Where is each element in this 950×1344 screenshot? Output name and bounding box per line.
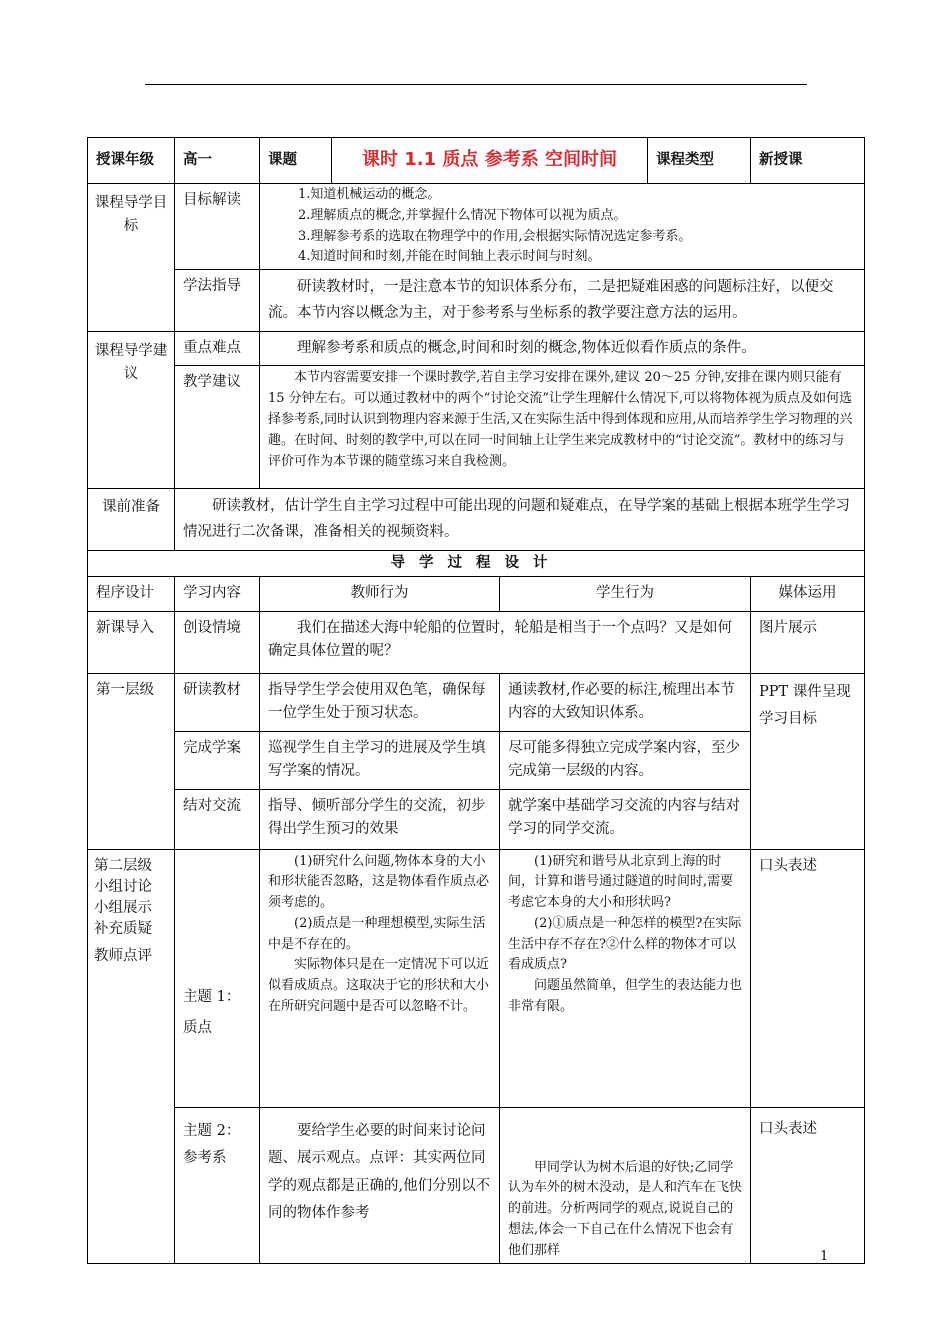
stage-line: 第二层级 — [94, 857, 152, 874]
header-stage: 程序设计 — [88, 577, 175, 611]
type-label: 课程类型 — [648, 138, 751, 184]
teach-text: 本节内容需要安排一个课时教学,若自主学习安排在课外,建议 20〜25 分钟,安排在课内则只能有 15 分钟左右。可以通过教材中的两个“讨论交流”让学生理解什么情况下,可以将物体视为质点及如何选择参考系,同时认识到物理内容来源于生活,又在实际生活中得到体现和应用,从而培养学生学习物理的兴趣。在时间、时刻的教学中,可以在同一时间轴上让学生来完成教材中的“讨论交流”。教材中的练习与评价可作为本节课的随堂练习来自我检测。 — [260, 366, 865, 489]
goal-item: 1.知道机械运动的概念。 — [298, 187, 441, 202]
topic1-teacher-p: (1)研究什么问题,物体本身的大小和形状能否忽略，这是物体看作质点必须考虑的。 — [268, 853, 490, 911]
topic1-teacher-p: (2)质点是一种理想模型,实际生活中是不存在的。 — [268, 915, 486, 952]
level1-teacher: 巡视学生自主学习的进展及学生填写学案的情况。 — [260, 731, 500, 789]
level1-teacher: 指导学生学会使用双色笔，确保每一位学生处于预习状态。 — [260, 673, 500, 731]
level1-media: PPT 课件呈现学习目标 — [751, 673, 865, 849]
topic1-student-p: 问题虽然简单，但学生的表达能力也非常有限。 — [508, 978, 743, 1015]
grade-label: 授课年级 — [88, 138, 175, 184]
goal-item: 2.理解质点的概念,并掌握什么情况下物体可以视为质点。 — [298, 207, 627, 223]
method-text: 研读教材时，一是注意本节的知识体系分布，二是把疑难困惑的问题标注好，以便交流。本节内容以概念为主，对于参考系与坐标系的教学要注意方法的运用。 — [260, 270, 865, 332]
lesson-plan-table — [87, 137, 865, 1264]
header-rule — [145, 84, 807, 85]
intro-text: 我们在描述大海中轮船的位置时，轮船是相当于一个点吗？又是如何确定具体位置的呢？ — [260, 611, 751, 673]
method-label: 学法指导 — [175, 270, 260, 332]
header-row — [88, 138, 865, 184]
topic1-teacher-p: 实际物体只是在一定情况下可以近似看成质点。这取决于它的形状和大小在所研究问题中是否可以忽略不计。 — [268, 957, 490, 1015]
key-label: 重点难点 — [175, 332, 260, 366]
topic-label: 课题 — [260, 138, 332, 184]
page-number: 1 — [820, 1249, 829, 1264]
goal-item: 4.知道时间和时刻,并能在时间轴上表示时间与时刻。 — [298, 249, 601, 265]
topic2-student: 甲同学认为树木后退的好快;乙同学认为车外的树木没动，是人和汽车在飞快的前进。分析两同学的观点,说说自己的想法,体会一下自己在什么情况下也会有他们那样 — [500, 1107, 751, 1264]
header-media: 媒体运用 — [751, 577, 865, 611]
topic2-media: 口头表述 — [751, 1107, 865, 1264]
goal-list — [260, 184, 865, 270]
stage-line: 小组展示 — [94, 899, 152, 916]
topic1-media: 口头表述 — [751, 849, 865, 1107]
table-row — [88, 673, 865, 731]
topic2-line: 参考系 — [183, 1150, 227, 1167]
type-value: 新授课 — [751, 138, 865, 184]
intro-stage: 新课导入 — [88, 611, 175, 673]
process-header-row — [88, 577, 865, 611]
level1-student: 就学案中基础学习交流的内容与结对学习的同学交流。 — [500, 789, 751, 849]
level1-student: 通读教材,作必要的标注,梳理出本节内容的大致知识体系。 — [500, 673, 751, 731]
teach-label: 教学建议 — [175, 366, 260, 489]
topic-title: 课时 1.1 质点 参考系 空间时间 — [332, 138, 648, 184]
stage-eval: 教师点评 — [94, 947, 152, 964]
guide-goal-label: 课程导学目标 — [88, 184, 175, 332]
guide-suggest-label: 课程导学建议 — [88, 332, 175, 489]
grade-value: 高一 — [175, 138, 260, 184]
header-content: 学习内容 — [175, 577, 260, 611]
level1-student: 尽可能多得独立完成学案内容，至少完成第一层级的内容。 — [500, 731, 751, 789]
topic1-line: 质点 — [183, 1020, 212, 1036]
goal-item: 3.理解参考系的选取在物理学中的作用,会根据实际情况选定参考系。 — [298, 228, 692, 244]
topic2-line: 主题 2： — [183, 1122, 241, 1139]
level2-stage — [88, 849, 175, 1264]
topic2-teacher: 要给学生必要的时间来讨论问题、展示观点。点评：其实两位同学的观点都是正确的,他们分别以不同的物体作参考 — [260, 1107, 500, 1264]
header-teacher: 教师行为 — [260, 577, 500, 611]
table-row — [88, 731, 865, 789]
topic1-student — [500, 849, 751, 1107]
table-row — [88, 789, 865, 849]
process-title: 导学过程设计 — [88, 551, 865, 577]
level1-teacher: 指导、倾听部分学生的交流，初步得出学生预习的效果 — [260, 789, 500, 849]
table-row — [88, 1107, 865, 1264]
topic1-student-p: (1)研究和谐号从北京到上海的时间，计算和谐号通过隧道的时间时,需要考虑它本身的大小和形状吗? — [508, 853, 734, 911]
stage-line: 补充质疑 — [94, 920, 152, 937]
intro-content: 创设情境 — [175, 611, 260, 673]
table-row — [88, 611, 865, 673]
topic1-student-p: (2)①质点是一种怎样的模型?在实际生活中存不存在?②什么样的物体才可以看成质点? — [508, 915, 742, 973]
level1-stage: 第一层级 — [88, 673, 175, 849]
stage-line: 小组讨论 — [94, 878, 152, 895]
header-student: 学生行为 — [500, 577, 751, 611]
topic1-teacher — [260, 849, 500, 1107]
topic1-content — [175, 849, 260, 1107]
level1-content: 结对交流 — [175, 789, 260, 849]
goal-label: 目标解读 — [175, 184, 260, 270]
prep-text: 研读教材，估计学生自主学习过程中可能出现的问题和疑难点，在导学案的基础上根据本班学生学习情况进行二次备课，准备相关的视频资料。 — [175, 489, 865, 551]
topic1-line: 主题 1： — [183, 988, 241, 1005]
table-row — [88, 849, 865, 1107]
level1-content: 研读教材 — [175, 673, 260, 731]
topic2-content — [175, 1107, 260, 1264]
key-text: 理解参考系和质点的概念,时间和时刻的概念,物体近似看作质点的条件。 — [260, 332, 865, 366]
level1-content: 完成学案 — [175, 731, 260, 789]
prep-label: 课前准备 — [88, 489, 175, 551]
intro-media: 图片展示 — [751, 611, 865, 673]
